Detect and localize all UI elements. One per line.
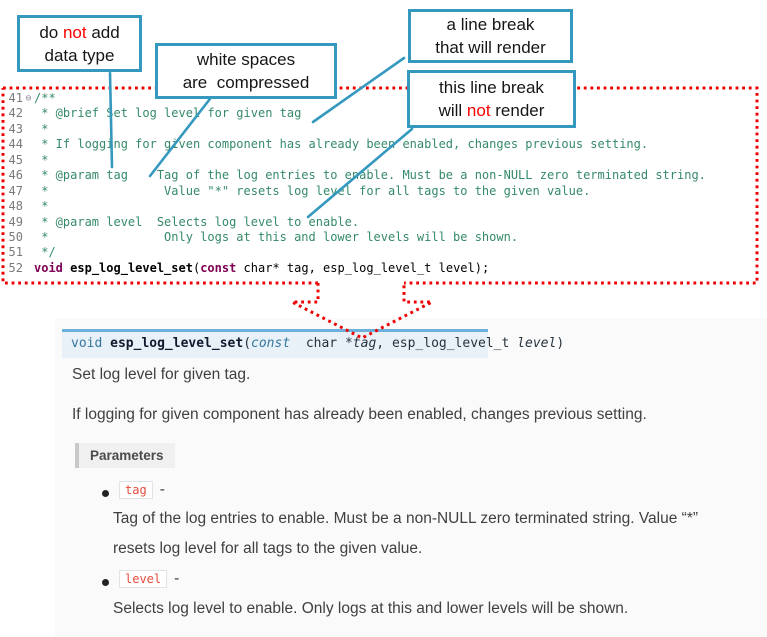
param-tag-description: Tag of the log entries to enable. Must be a non-NULL zero terminated string. Value “*” resets log level for all tags to the given value. <box>113 510 699 557</box>
sig-arg-tag: tag <box>352 336 377 351</box>
code-text <box>63 261 70 276</box>
gutter-spacer <box>23 122 34 137</box>
line-number: 45 <box>8 152 23 167</box>
fold-collapse-icon: ⊖ <box>25 93 32 104</box>
callout-line-break-not-render <box>407 70 576 128</box>
gutter-spacer <box>23 153 34 168</box>
bullet-icon <box>102 490 109 497</box>
gutter-spacer <box>23 245 34 260</box>
gutter-spacer <box>23 106 34 121</box>
code-line <box>6 106 706 121</box>
line-number: 50 <box>8 229 23 244</box>
code-text: /** <box>34 91 56 105</box>
line-number: 42 <box>8 106 23 121</box>
code-text: * @param level Selects log level to enable. <box>34 214 360 229</box>
code-line <box>6 137 706 152</box>
callout-text: do <box>39 22 63 42</box>
param-name-level: level <box>119 570 167 588</box>
callout-white-spaces-compressed <box>155 43 337 99</box>
code-line <box>6 153 706 168</box>
function-name: esp_log_level_set <box>70 260 193 275</box>
gutter-spacer <box>23 168 34 183</box>
detail-description: If logging for given component has already been enabled, changes previous setting. <box>72 406 647 423</box>
sig-space <box>102 336 110 351</box>
callout-text: this line break <box>439 78 544 97</box>
code-text: ( <box>192 260 201 275</box>
param-level-description: Selects log level to enable. Only logs at this and lower levels will be shown. <box>113 600 629 617</box>
line-number: 49 <box>8 214 23 229</box>
gutter-spacer <box>23 230 34 245</box>
sig-keyword-void: void <box>71 336 103 351</box>
sig-type: char * <box>290 336 353 351</box>
callout-text: data type <box>44 45 115 65</box>
callout-text-not: not <box>62 22 87 42</box>
callout-text: render <box>490 101 545 120</box>
code-text: * <box>34 199 49 214</box>
line-number: 46 <box>8 168 23 183</box>
code-line <box>6 91 706 106</box>
code-line <box>6 184 706 199</box>
code-line <box>6 245 706 260</box>
code-text: * <box>34 152 49 167</box>
line-number: 51 <box>8 245 23 260</box>
code-text: char* tag, esp_log_level_t level); <box>236 260 490 275</box>
param-level-head <box>119 570 179 588</box>
code-text: * If logging for given component has already been enabled, changes previous setting. <box>34 137 649 152</box>
rendered-doc-panel <box>55 318 767 637</box>
sig-function-name: esp_log_level_set <box>110 336 244 351</box>
callout-text: white spaces <box>196 50 296 69</box>
code-text: * Only logs at this and lower levels will be shown. <box>34 229 519 244</box>
line-number: 47 <box>8 183 23 198</box>
param-dash: - <box>159 481 165 498</box>
callout-line-break-renders <box>408 9 573 63</box>
code-line <box>6 199 706 214</box>
callout-text: a line break <box>446 15 535 34</box>
gutter-spacer <box>23 184 34 199</box>
gutter-spacer <box>23 215 34 230</box>
sig-type2: esp_log_level_t <box>391 336 518 351</box>
callout-text: are compressed <box>182 73 310 92</box>
parameters-heading: Parameters <box>75 443 175 468</box>
sig-keyword-const: const <box>251 336 291 351</box>
code-text: * @param tag Tag of the log entries to enable. Must be a non-NULL zero terminated string. <box>34 168 706 183</box>
code-line <box>6 230 706 245</box>
code-text: * Value "*" resets log level for all tags to the given value. <box>34 183 591 198</box>
keyword-void: void <box>34 260 63 275</box>
code-text: * @brief Set log level for given tag <box>34 106 302 121</box>
callout-text: add <box>86 22 120 42</box>
callout-do-not-add-data-type <box>17 15 142 72</box>
gutter-spacer <box>23 199 34 214</box>
callout-text-not: not <box>466 101 491 120</box>
line-number: 43 <box>8 121 23 136</box>
code-line-function-declaration <box>6 261 706 276</box>
callout-text: that will render <box>435 38 546 57</box>
sig-paren: ( <box>243 336 252 351</box>
code-text: */ <box>34 245 56 260</box>
param-dash: - <box>174 570 180 587</box>
callout-text: will <box>438 101 467 120</box>
gutter-spacer <box>23 261 34 276</box>
param-tag-head <box>119 481 165 499</box>
line-number: 41 <box>8 91 23 105</box>
brief-description: Set log level for given tag. <box>72 366 251 383</box>
keyword-const: const <box>200 260 237 275</box>
code-line <box>6 215 706 230</box>
sig-arg-level: level <box>517 336 557 351</box>
code-line <box>6 168 706 183</box>
function-signature-bar <box>62 329 565 358</box>
sig-comma: , <box>376 336 392 351</box>
source-code-block <box>6 91 706 276</box>
line-number: 48 <box>8 199 23 214</box>
sig-paren: ) <box>556 336 565 351</box>
code-text: * <box>34 121 49 136</box>
param-name-tag: tag <box>119 481 153 499</box>
bullet-icon <box>102 579 109 586</box>
code-line <box>6 122 706 137</box>
line-number: 44 <box>8 137 23 152</box>
line-number: 52 <box>8 260 23 275</box>
gutter-spacer <box>23 137 34 152</box>
